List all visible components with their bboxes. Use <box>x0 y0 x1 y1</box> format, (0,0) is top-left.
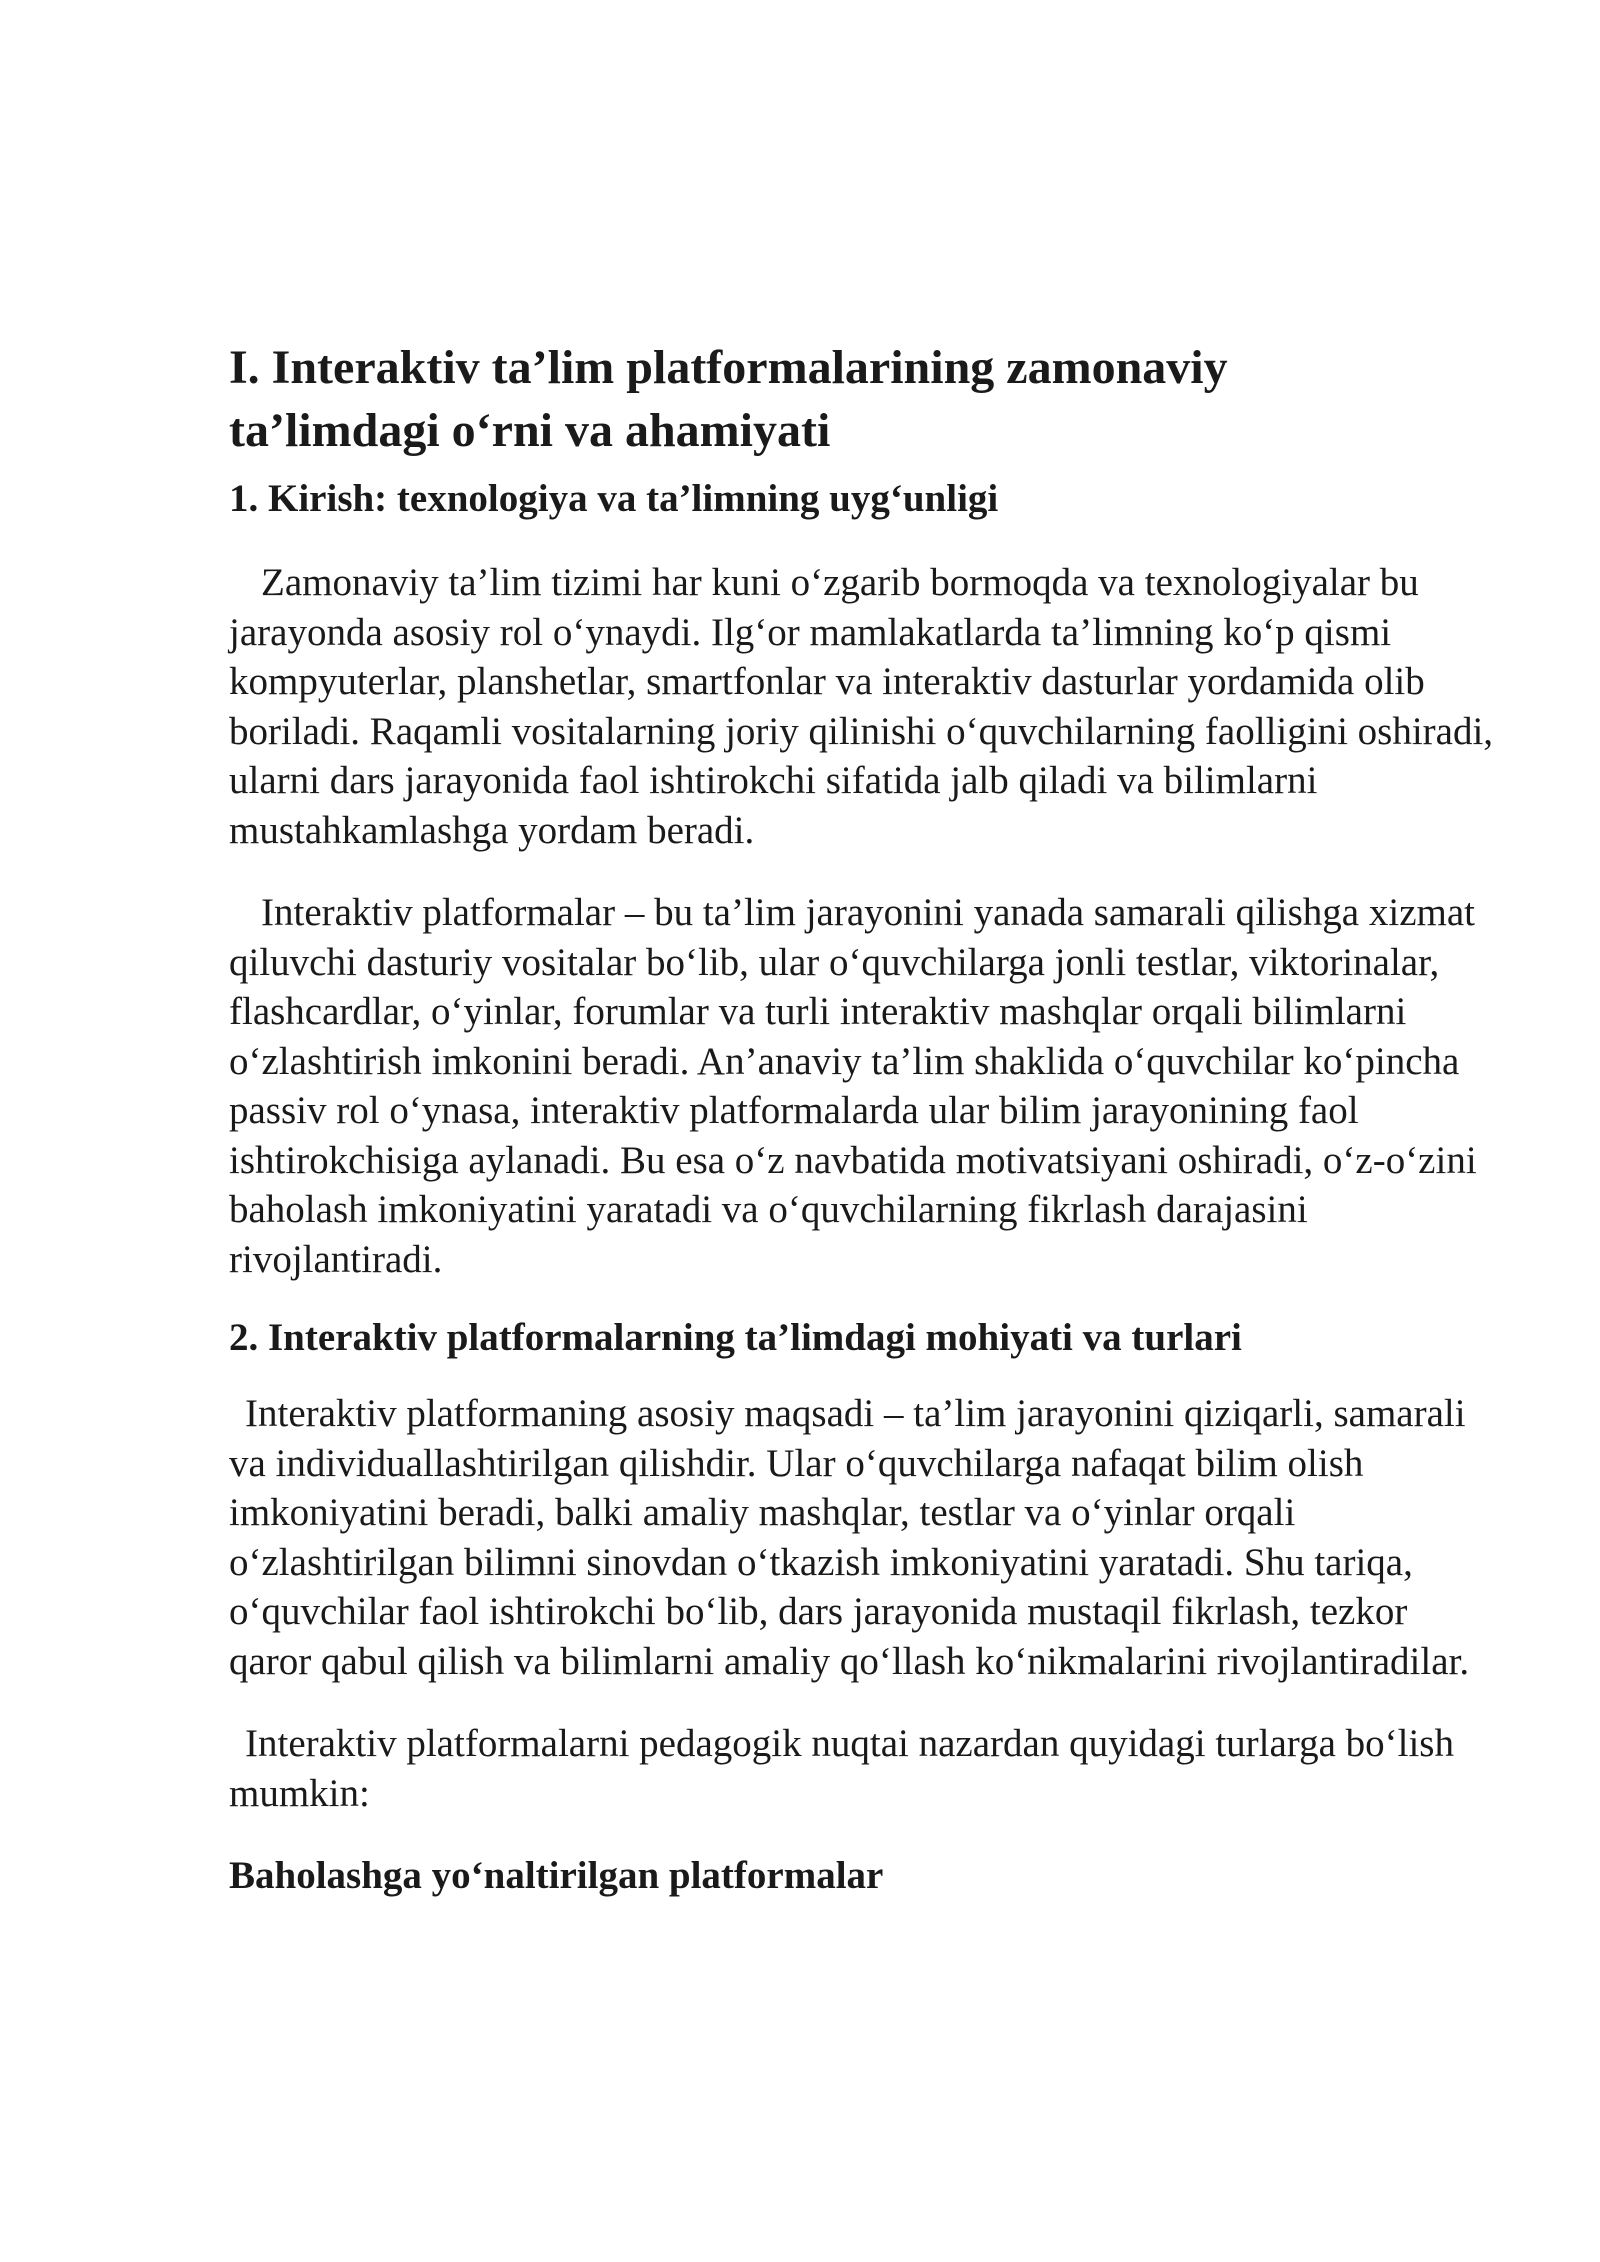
section-2-paragraph-1: Interaktiv platformaning asosiy maqsadi – ta’lim jarayonini qiziqarli, samarali va individuallashtirilgan qilishdir. Ular o‘quvchilarga nafaqat bilim olish imkoniyatini beradi, balki amaliy mashqlar, testlar va o‘yinlar orqali o‘zlashtirilgan bilimni sinovdan o‘tkazish imkoniyatini yaratadi. Shu tariqa, o‘quvchilar faol ishtirokchi bo‘lib, dars jarayonida mustaqil fikrlash, tezkor qaror qabul qilish va bilimlarni amaliy qo‘llash ko‘nikmalarini rivojlantiradilar. <box>229 1392 1470 1683</box>
section-1-heading: 1. Kirish: texnologiya va ta’limning uyg‘unligi <box>229 477 999 520</box>
section-2-heading: 2. Interaktiv platformalarning ta’limdagi mohiyati va turlari <box>229 1316 1242 1359</box>
section-2-subheading: Baholashga yo‘naltirilgan platformalar <box>229 1854 884 1897</box>
main-title: I. Interaktiv ta’lim platformalarining zamonaviy ta’limdagi o‘rni va ahamiyati <box>229 341 1228 457</box>
section-1-paragraph-1: Zamonaviy ta’lim tizimi har kuni o‘zgarib bormoqda va texnologiyalar bu jarayonda asosiy rol o‘ynaydi. Ilg‘or mamlakatlarda ta’limning ko‘p qismi kompyuterlar, planshetlar, smartfonlar va interaktiv dasturlar yordamida olib boriladi. Raqamli vositalarning joriy qilinishi o‘quvchilarning faolligini oshiradi, ularni dars jarayonida faol ishtirokchi sifatida jalb qiladi va bilimlarni mustahkamlashga yordam beradi. <box>229 561 1494 852</box>
document-body <box>229 336 1499 1901</box>
section-1-paragraph-2: Interaktiv platformalar – bu ta’lim jarayonini yanada samarali qilishga xizmat qiluvchi dasturiy vositalar bo‘lib, ular o‘quvchilarga jonli testlar, viktorinalar, flashcardlar, o‘yinlar, forumlar va turli interaktiv mashqlar orqali bilimlarni o‘zlashtirish imkonini beradi. An’anaviy ta’lim shaklida o‘quvchilar ko‘pincha passiv rol o‘ynasa, interaktiv platformalarda ular bilim jarayonining faol ishtirokchisiga aylanadi. Bu esa o‘z navbatida motivatsiyani oshiradi, o‘z-o‘zini baholash imkoniyatini yaratadi va o‘quvchilarning fikrlash darajasini rivojlantiradi. <box>229 891 1477 1281</box>
section-2-paragraph-2: Interaktiv platformalarni pedagogik nuqtai nazardan quyidagi turlarga bo‘lish mumkin: <box>229 1722 1454 1815</box>
